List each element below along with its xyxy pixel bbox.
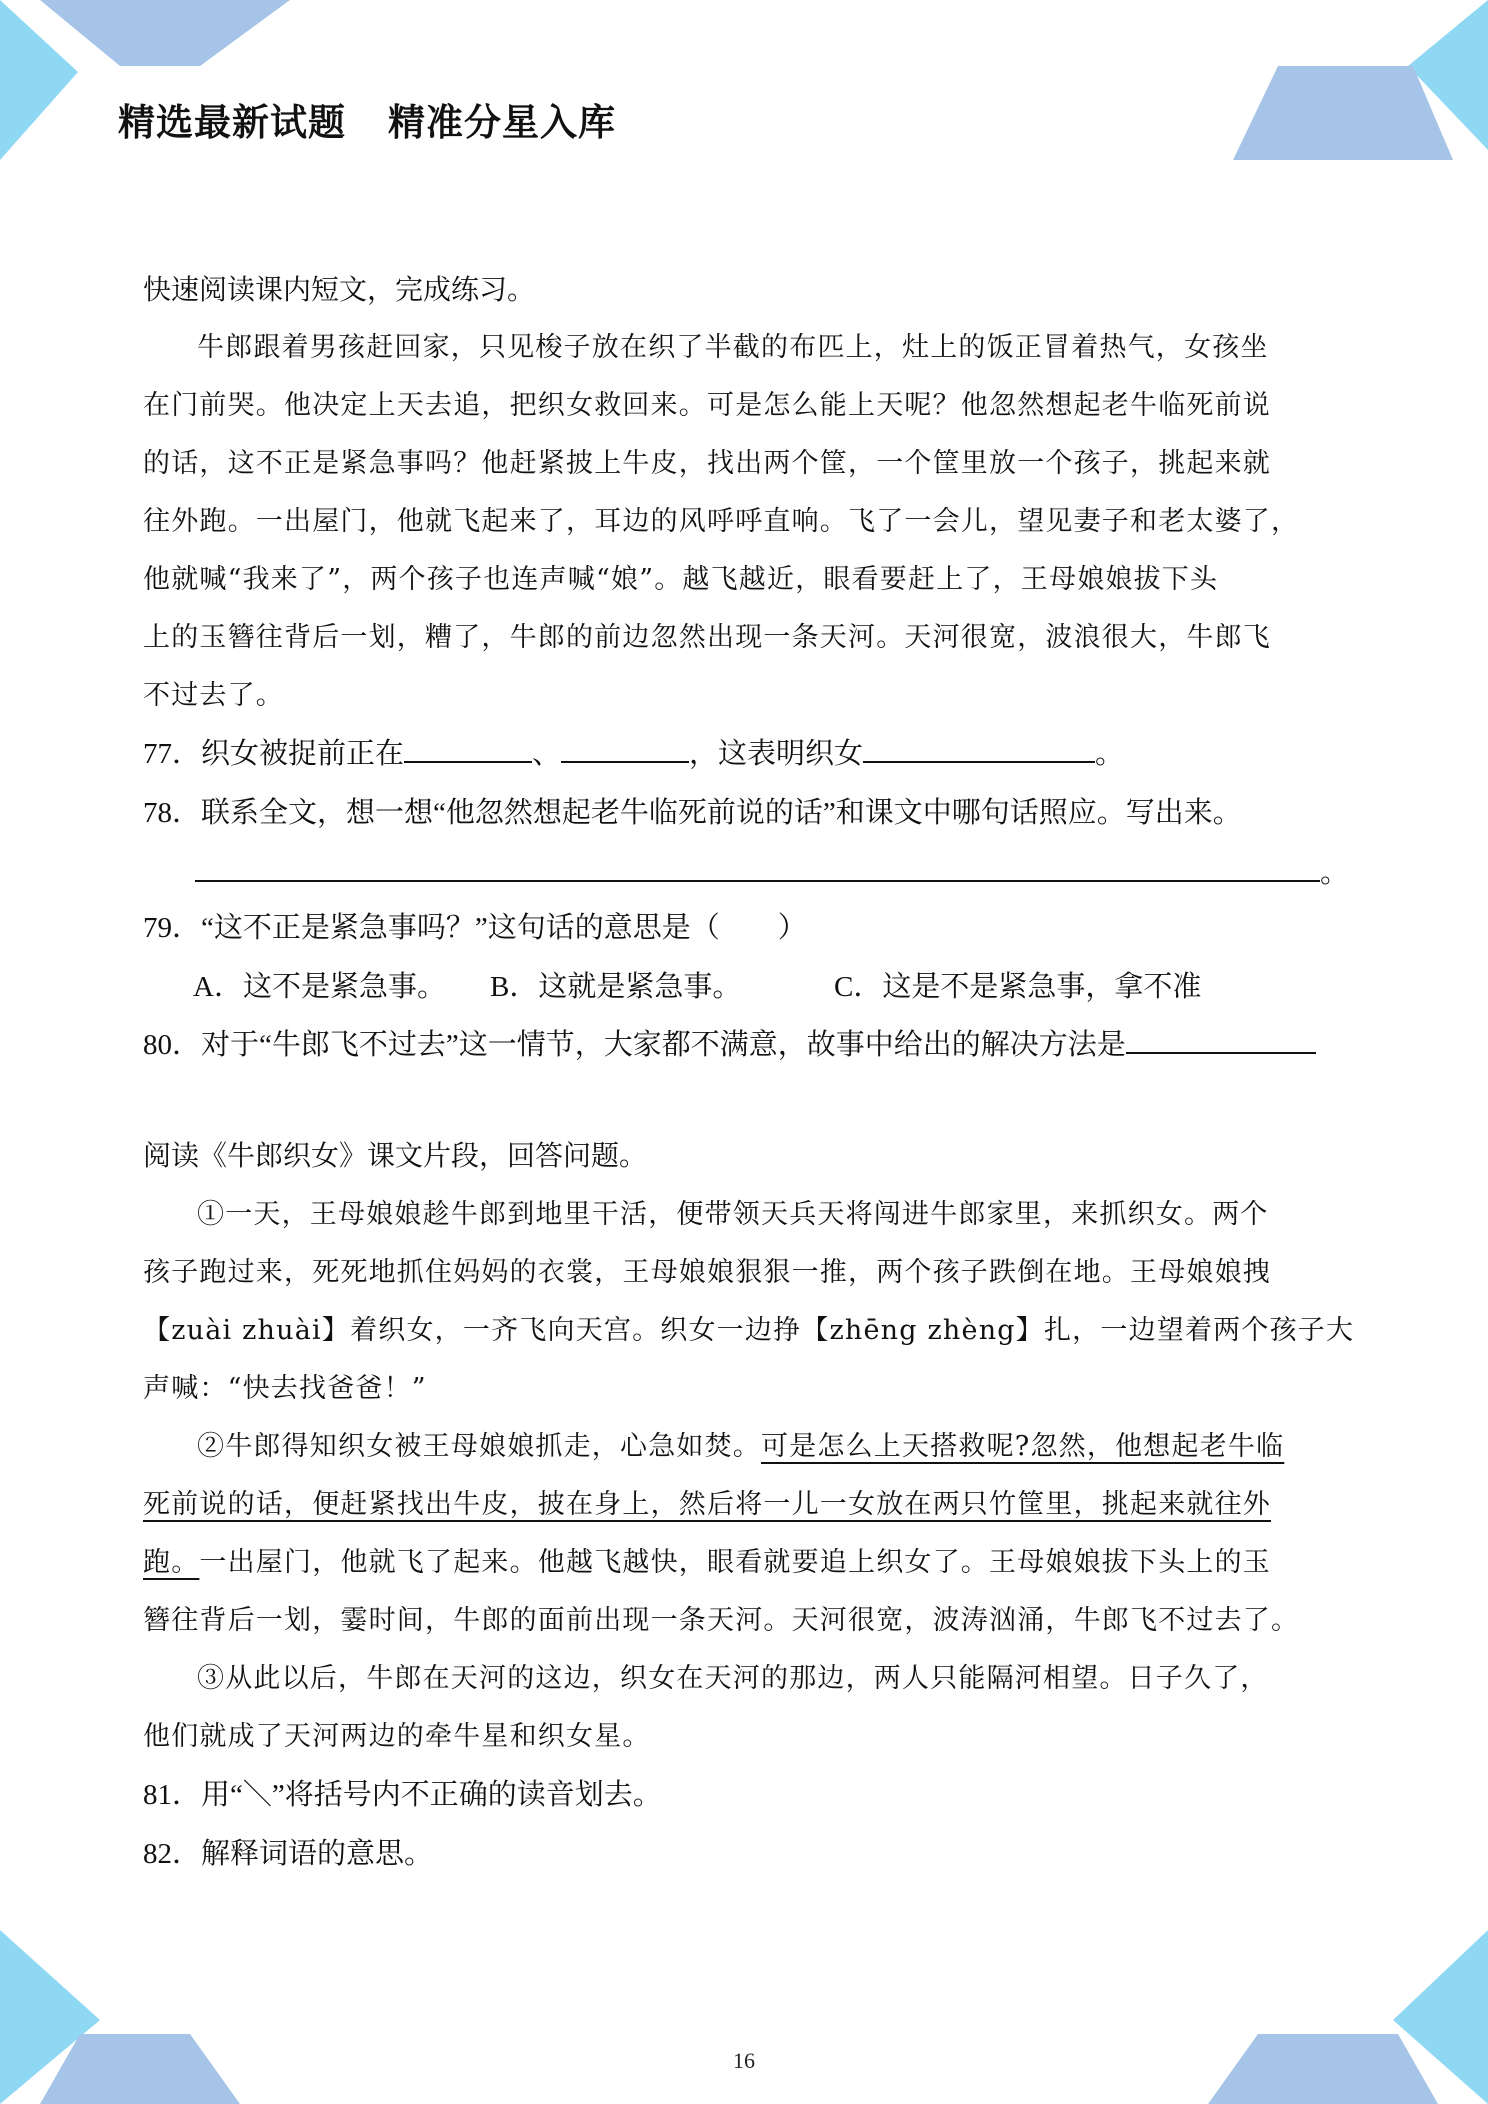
q77-blank-1[interactable] — [404, 760, 532, 763]
q77-sep: 、 — [532, 738, 562, 770]
q79-option-b[interactable]: B．这就是紧急事。 — [490, 971, 742, 1003]
p2-line-4: 簪往背后一划，霎时间，牛郎的面前出现一条天河。天河很宽，波涛汹涌，牛郎飞不过去了。 — [143, 1605, 1300, 1636]
p1-line: 声喊：“快去找爸爸！” — [143, 1373, 427, 1404]
p2-line-2 — [143, 1482, 1271, 1521]
passage-line: 他就喊“我来了”，两个孩子也连声喊“娘”。越飞越近，眼看要赶上了，王母娘娘拔下头 — [143, 564, 1219, 595]
q78-end: 。 — [1320, 857, 1350, 889]
header-title — [118, 92, 616, 146]
q80-blank[interactable] — [1126, 1051, 1316, 1054]
p2-line3-plain: 一出屋门，他就飞了起来。他越飞越快，眼看就要追上织女了。王母娘娘拔下头上的玉 — [199, 1547, 1272, 1578]
question-78: 78．联系全文，想一想“他忽然想起老牛临死前说的话”和课文中哪句话照应。写出来。 — [143, 797, 1242, 829]
q77-blank-3[interactable] — [863, 760, 1095, 763]
p3-line: ③从此以后，牛郎在天河的这边，织女在天河的那边，两人只能隔河相望。日子久了， — [197, 1663, 1269, 1694]
passage-line: 不过去了。 — [143, 680, 284, 711]
question-81: 81．用“＼”将括号内不正确的读音划去。 — [143, 1779, 662, 1811]
q78-answer-blank[interactable] — [195, 879, 1320, 882]
header-title-left: 精选最新试题 — [118, 101, 346, 144]
question-77 — [143, 731, 1124, 772]
passage-line: 往外跑。一出屋门，他就飞起来了，耳边的风呼呼直响。飞了一会儿，望见妻子和老太婆了， — [143, 506, 1300, 537]
question-82: 82．解释词语的意思。 — [143, 1838, 434, 1870]
q80-text: 80．对于“牛郎飞不过去”这一情节，大家都不满意，故事中给出的解决方法是 — [143, 1029, 1126, 1061]
q78-answer-line — [195, 850, 1349, 891]
q77-blank-2[interactable] — [561, 760, 689, 763]
q77-end: 。 — [1095, 738, 1125, 770]
p2-line3-underlined: 跑。 — [143, 1547, 200, 1578]
section2-heading: 阅读《牛郎织女》课文片段，回答问题。 — [143, 1139, 648, 1172]
q79-option-a[interactable]: A．这不是紧急事。 — [193, 971, 446, 1003]
question-79: 79．“这不正是紧急事吗？”这句话的意思是（ ） — [143, 912, 807, 944]
passage-line: 的话，这不正是紧急事吗？他赶紧披上牛皮，找出两个筐，一个筐里放一个孩子，挑起来就 — [143, 448, 1271, 479]
p2-line1-plain: ②牛郎得知织女被王母娘娘抓走，心急如焚。 — [197, 1431, 761, 1462]
question-80 — [143, 1022, 1316, 1063]
top-right-decoration — [1158, 0, 1488, 170]
bottom-left-decoration — [0, 1930, 300, 2104]
bottom-right-decoration — [1188, 1930, 1488, 2104]
p1-line: ①一天，王母娘娘趁牛郎到地里干活，便带领天兵天将闯进牛郎家里，来抓织女。两个 — [197, 1199, 1269, 1230]
q77-prefix: 77．织女被捉前正在 — [143, 738, 405, 770]
p3-line: 他们就成了天河两边的牵牛星和织女星。 — [143, 1721, 651, 1752]
passage-line: 牛郎跟着男孩赶回家，只见梭子放在织了半截的布匹上，灶上的饭正冒着热气，女孩坐 — [197, 332, 1269, 363]
p2-line-3 — [143, 1540, 1271, 1579]
header-title-right: 精准分星入库 — [388, 101, 616, 144]
passage-line: 上的玉簪往背后一划，糟了，牛郎的前边忽然出现一条天河。天河很宽，波浪很大，牛郎飞 — [143, 622, 1271, 653]
p2-line2-underlined: 死前说的话，便赶紧找出牛皮，披在身上，然后将一儿一女放在两只竹筐里，挑起来就往外 — [143, 1489, 1271, 1520]
section1-heading: 快速阅读课内短文，完成练习。 — [143, 273, 536, 306]
passage-line: 在门前哭。他决定上天去追，把织女救回来。可是怎么能上天呢？他忽然想起老牛临死前说 — [143, 390, 1271, 421]
p1-line: 【zuài zhuài】着织女，一齐飞向天宫。织女一边挣【zhēng zhèng】扎，一边望着两个孩子大 — [143, 1315, 1355, 1346]
p2-line1-underlined: 可是怎么上天搭救呢?忽然，他想起老牛临 — [761, 1431, 1285, 1462]
p2-line-1 — [197, 1424, 1284, 1463]
p1-line: 孩子跑过来，死死地抓住妈妈的衣裳，王母娘娘狠狠一推，两个孩子跌倒在地。王母娘娘拽 — [143, 1257, 1271, 1288]
q77-mid: ，这表明织女 — [689, 738, 864, 770]
q79-option-c[interactable]: C．这是不是紧急事，拿不准 — [834, 971, 1202, 1003]
page-number: 16 — [733, 2048, 755, 2073]
